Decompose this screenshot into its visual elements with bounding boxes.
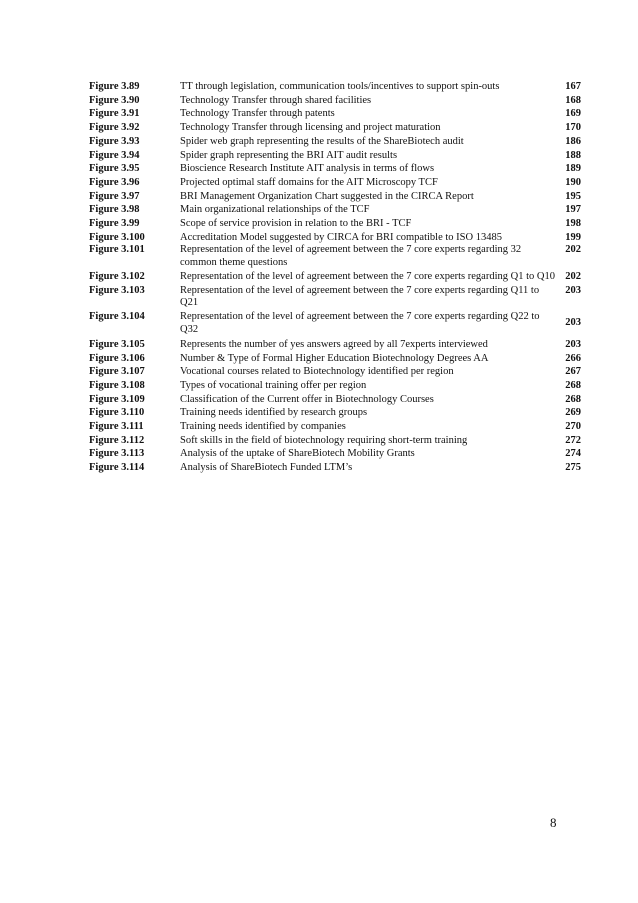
figure-label: Figure 3.98: [89, 204, 140, 216]
figure-caption: Representation of the level of agreement between the 7 core experts regarding 32 common theme questions: [180, 244, 522, 268]
page-ref: 195: [565, 190, 581, 202]
list-item: [89, 447, 589, 461]
page-ref: 275: [565, 462, 581, 474]
page-ref: 268: [565, 393, 581, 405]
page-ref: 168: [565, 94, 581, 106]
figure-caption: Spider web graph representing the results of the ShareBiotech audit: [180, 135, 464, 147]
page-ref: 167: [565, 81, 581, 92]
figure-caption: Representation of the level of agreement between the 7 core experts regarding Q11 to Q21: [180, 285, 540, 309]
figure-label: Figure 3.104: [89, 311, 145, 323]
figure-caption: Spider graph representing the BRI AIT audit results: [180, 149, 398, 161]
page-ref: 186: [565, 135, 581, 147]
page-ref: 188: [565, 149, 581, 161]
figure-caption: Representation of the level of agreement between the 7 core experts regarding Q1 to Q10: [180, 270, 555, 282]
figure-caption: Main organizational relationships of the TCF: [180, 204, 370, 216]
figure-caption: Training needs identified by research groups: [180, 407, 368, 419]
list-item: [89, 352, 589, 366]
figure-caption: Represents the number of yes answers agreed by all 7experts interviewed: [180, 338, 488, 350]
list-item: [89, 94, 589, 108]
figure-label: Figure 3.109: [89, 393, 145, 405]
page-ref: 203: [565, 317, 581, 329]
figure-label: Figure 3.96: [89, 176, 140, 188]
list-item: [89, 203, 589, 217]
page-ref: 169: [565, 108, 581, 120]
figure-caption: Training needs identified by companies: [180, 421, 346, 433]
list-item: [89, 271, 589, 283]
list-item: [89, 285, 589, 309]
figure-label: Figure 3.103: [89, 285, 145, 297]
list-item: [89, 434, 589, 448]
figure-label: Figure 3.90: [89, 94, 140, 106]
figure-caption: Technology Transfer through patents: [180, 108, 335, 120]
figure-label: Figure 3.94: [89, 149, 140, 161]
figure-label: Figure 3.102: [89, 270, 145, 282]
list-item: [89, 338, 589, 352]
figure-label: Figure 3.110: [89, 407, 145, 419]
figure-label: Figure 3.97: [89, 190, 140, 202]
list-item: [89, 231, 589, 245]
figure-caption: BRI Management Organization Chart suggested in the CIRCA Report: [180, 190, 474, 202]
figure-caption: Vocational courses related to Biotechnology identified per region: [180, 366, 454, 378]
page-ref: 202: [565, 270, 581, 282]
page-ref: 189: [565, 163, 581, 175]
list-item: [89, 121, 589, 135]
list-item: [89, 162, 589, 176]
list-item: [89, 176, 589, 190]
list-item: [89, 149, 589, 163]
figure-label: Figure 3.92: [89, 122, 140, 134]
figure-caption: TT through legislation, communication tools/incentives to support spin-outs: [180, 81, 500, 92]
page-ref: 197: [565, 204, 581, 216]
figure-label: Figure 3.108: [89, 379, 145, 391]
page-ref: 270: [565, 421, 581, 433]
list-item: [89, 190, 589, 204]
figure-caption: Technology Transfer through shared facilities: [180, 94, 372, 106]
page-ref: 199: [565, 231, 581, 243]
figure-label: Figure 3.105: [89, 338, 145, 350]
page-ref: 274: [565, 448, 581, 460]
list-item: [89, 244, 589, 268]
figure-label: Figure 3.113: [89, 448, 145, 460]
figure-caption: Projected optimal staff domains for the AIT Microscopy TCF: [180, 176, 438, 188]
list-item: [89, 135, 589, 149]
list-item: [89, 379, 589, 393]
figure-caption: Scope of service provision in relation to the BRI - TCF: [180, 218, 412, 230]
list-item: [89, 406, 589, 420]
figure-label: Figure 3.106: [89, 352, 145, 364]
figure-caption: Technology Transfer through licensing and project maturation: [180, 122, 441, 134]
page-ref: 269: [565, 407, 581, 419]
figure-label: Figure 3.112: [89, 434, 145, 446]
list-item: [89, 217, 589, 231]
list-item: [89, 365, 589, 379]
page-ref: 266: [565, 352, 581, 364]
figure-caption: Representation of the level of agreement between the 7 core experts regarding Q22 to Q32: [180, 311, 540, 335]
figure-label: Figure 3.114: [89, 462, 145, 474]
figure-label: Figure 3.101: [89, 244, 145, 256]
page-ref: 203: [565, 338, 581, 350]
figure-label: Figure 3.91: [89, 108, 140, 120]
page-ref: 198: [565, 218, 581, 230]
list-of-figures: [89, 80, 589, 475]
figure-caption: Number & Type of Formal Higher Education Biotechnology Degrees AA: [180, 352, 489, 364]
page-ref: 268: [565, 379, 581, 391]
page-ref: 202: [565, 244, 581, 256]
figure-label: Figure 3.93: [89, 135, 140, 147]
page-ref: 272: [565, 434, 581, 446]
list-item: [89, 420, 589, 434]
figure-label: Figure 3.99: [89, 218, 140, 230]
list-item: [89, 107, 589, 121]
list-item: [89, 461, 589, 475]
figure-caption: Accreditation Model suggested by CIRCA for BRI compatible to ISO 13485: [180, 231, 502, 243]
list-item: [89, 311, 589, 335]
page-ref: 203: [565, 285, 581, 297]
figure-caption: Analysis of the uptake of ShareBiotech Mobility Grants: [180, 448, 415, 460]
figure-label: Figure 3.111: [89, 421, 144, 433]
page-ref: 190: [565, 176, 581, 188]
list-item: [89, 393, 589, 407]
figure-caption: Bioscience Research Institute AIT analysis in terms of flows: [180, 163, 435, 175]
figure-label: Figure 3.95: [89, 163, 140, 175]
figure-caption: Classification of the Current offer in Biotechnology Courses: [180, 393, 434, 405]
figure-caption: Types of vocational training offer per region: [180, 379, 367, 391]
page-number: 8: [550, 815, 557, 830]
list-item: [89, 80, 589, 94]
page-ref: 267: [565, 366, 581, 378]
page-ref: 170: [565, 122, 581, 134]
figure-label: Figure 3.89: [89, 81, 140, 92]
figure-label: Figure 3.100: [89, 231, 145, 243]
figure-label: Figure 3.107: [89, 366, 145, 378]
figure-caption: Analysis of ShareBiotech Funded LTM’s: [180, 462, 353, 474]
figure-caption: Soft skills in the field of biotechnology requiring short-term training: [180, 434, 468, 446]
